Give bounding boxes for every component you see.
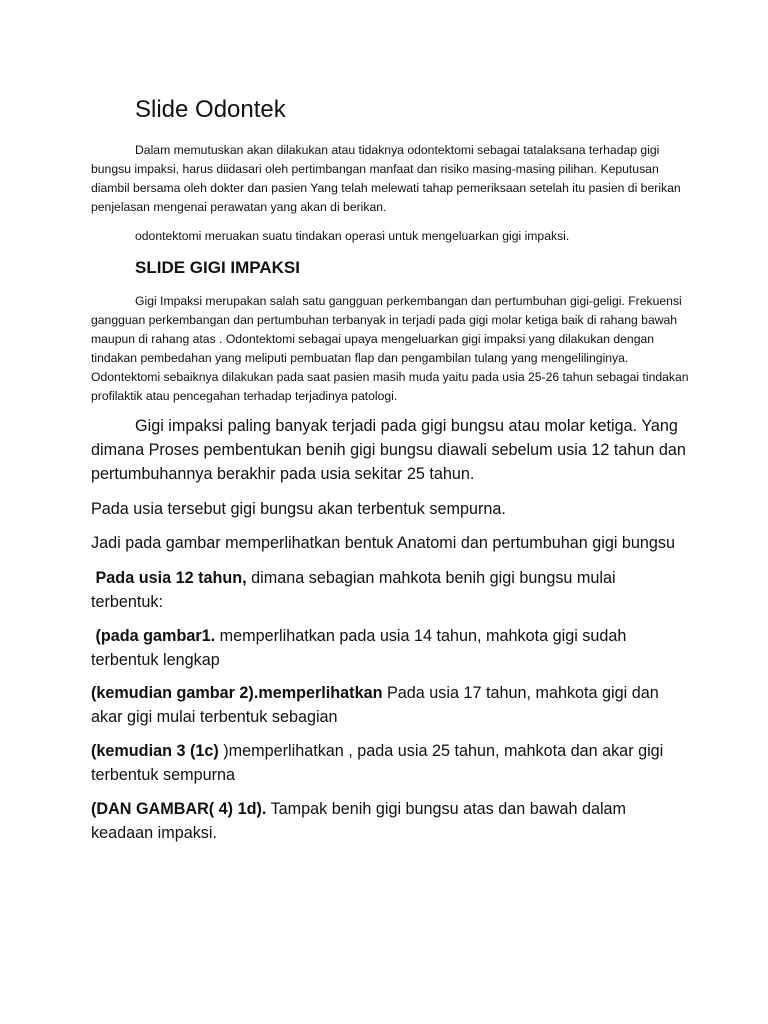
paragraph-gambar-2 (91, 681, 691, 729)
paragraph-gambar-3-bold: (kemudian 3 (1c) (91, 742, 219, 760)
paragraph-anatomi: Jadi pada gambar memperlihatkan bentuk Anatomi dan pertumbuhan gigi bungsu (91, 534, 676, 552)
paragraph-molar-text: Gigi impaksi paling banyak terjadi pada gigi bungsu atau molar ketiga. Yang dimana Proses pembentukan benih gigi bungsu diawali sebelum usia 12 tahun dan pertumbuhannya berakhir pada usia sekitar 25 tahun. (91, 417, 686, 483)
paragraph-sempurna: Pada usia tersebut gigi bungsu akan terbentuk sempurna. (91, 500, 506, 518)
paragraph-usia-12 (91, 566, 691, 614)
paragraph-gambar-2-bold: (kemudian gambar 2).memperlihatkan (91, 684, 383, 702)
paragraph-gambar-3 (91, 739, 691, 787)
paragraph-molar (91, 414, 691, 486)
paragraph-usia-12-bold: Pada usia 12 tahun, (95, 569, 247, 587)
paragraph-usia-12-text: dimana sebagian mahkota benih gigi bungsu mulai terbentuk: (91, 569, 616, 611)
paragraph-impaksi (91, 292, 691, 406)
paragraph-gambar-1 (91, 624, 691, 672)
paragraph-gambar-4-bold: (DAN GAMBAR( 4) 1d). (91, 800, 267, 818)
paragraph-gambar-4 (91, 797, 691, 845)
paragraph-gambar-1-text: memperlihatkan pada usia 14 tahun, mahkota gigi sudah terbentuk lengkap (91, 627, 627, 669)
paragraph-gambar-2-text: Pada usia 17 tahun, mahkota gigi dan akar gigi mulai terbentuk sebagian (91, 684, 659, 726)
paragraph-definition: odontektomi meruakan suatu tindakan operasi untuk mengeluarkan gigi impaksi. (135, 229, 570, 243)
document-title: Slide Odontek (135, 96, 286, 123)
paragraph-decision (91, 141, 691, 217)
section-heading-impaksi: SLIDE GIGI IMPAKSI (135, 258, 300, 277)
paragraph-decision-text: Dalam memutuskan akan dilakukan atau tidaknya odontektomi sebagai tatalaksana terhadap gigi bungsu impaksi, harus diidasari oleh pertimbangan manfaat dan risiko masing-masing pilihan. Keputusan diambil bersama oleh dokter dan pasien Yang telah melewati tahap pemeriksaan setelah itu pasien di berikan penjelasan mengenai perawatan yang akan di berikan. (91, 143, 681, 214)
paragraph-gambar-4-text: Tampak benih gigi bungsu atas dan bawah dalam keadaan impaksi. (91, 800, 627, 842)
paragraph-gambar-3-text: )memperlihatkan , pada usia 25 tahun, mahkota dan akar gigi terbentuk sempurna (91, 742, 664, 784)
paragraph-gambar-1-bold: (pada gambar1. (95, 627, 216, 645)
paragraph-impaksi-text: Gigi Impaksi merupakan salah satu gangguan perkembangan dan pertumbuhan gigi-geligi. Frekuensi gangguan perkembangan dan pertumbuhan terbanyak in terjadi pada gigi molar ketiga baik di rahang bawah maupun di rahang atas . Odontektomi sebagai upaya mengeluarkan gigi impaksi yang dilakukan dengan tindakan pembedahan yang meliputi pembuatan flap dan pengambilan tulang yang mengelilinginya. Odontektomi sebaiknya dilakukan pada saat pasien masih muda yaitu pada usia 25-26 tahun sebagai tindakan profilaktik atau pencegahan terhadap terjadinya patologi. (91, 294, 689, 403)
